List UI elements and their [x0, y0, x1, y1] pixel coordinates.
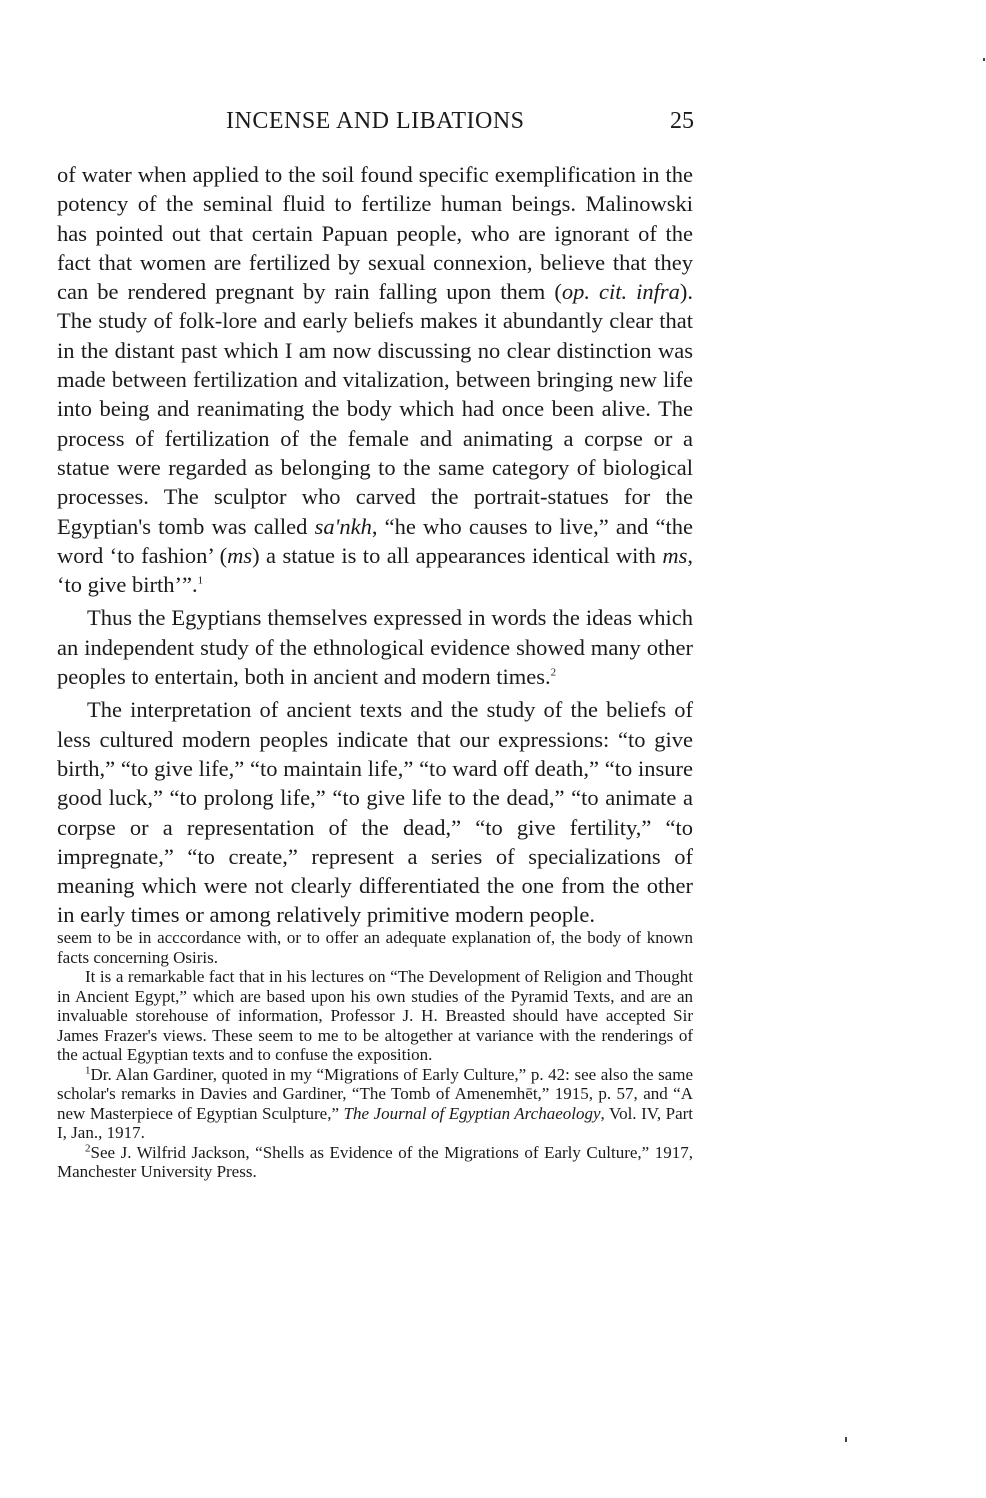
scan-speck	[983, 58, 985, 61]
running-title: INCENSE AND LIBATIONS	[226, 108, 525, 134]
text-run: , ‘to give birth’”.	[57, 542, 693, 598]
paragraph	[57, 160, 693, 599]
paragraph	[57, 603, 693, 691]
running-head	[226, 108, 694, 142]
text-run: ). The study of folk-lore and early beliefs makes it abundantly clear that in the distant past which I am now discussing no clear distinction was made between fertilization and vitalization, between bringing new life into being and reanimating the body which had once been alive. The process of fertilization of the female and animating a corpse or a statue were regarded as belonging to the same category of biological processes. The sculptor who carved the portrait-statues for the Egyptian's tomb was called	[57, 279, 693, 539]
footnote-number: 1	[85, 1063, 91, 1076]
page-number: 25	[670, 108, 694, 134]
text-run: Dr. Alan Gardiner, quoted in my “Migrations of Early Culture,” p. 42: see also the same scholar's remarks in Davies and Gardiner, “The Tomb of Amenemhēt,” 1915, p. 57, and “A new Masterpiece of Egyptian Sculpture,”	[57, 1064, 693, 1123]
text-run: Thus the Egyptians themselves expressed in words the ideas which an independent study of the ethnological evidence showed many other peoples to entertain, both in ancient and modern times.	[57, 605, 693, 690]
paragraph	[57, 695, 693, 929]
italic-run: ms	[227, 542, 253, 568]
italic-run: ms	[662, 542, 688, 568]
text-run: See J. Wilfrid Jackson, “Shells as Evidence of the Migrations of Early Culture,” 1917, Manchester University Press.	[57, 1142, 693, 1181]
footnote-1	[57, 1065, 693, 1143]
footnote-2	[57, 1143, 693, 1182]
footnote-reference: 1	[197, 574, 204, 587]
note-paragraph: It is a remarkable fact that in his lectures on “The Development of Religion and Thought in Ancient Egypt,” which are based upon his own studies of the Pyramid Texts, and are an invaluable storehouse of information, Professor J. H. Breasted should have accepted Sir James Frazer's views. These seem to me to be altogether at variance with the renderings of the actual Egyptian texts and to confuse the exposition.	[57, 967, 693, 1064]
text-run: , Vol. IV, Part I, Jan., 1917.	[57, 1103, 693, 1142]
scan-speck	[845, 1437, 847, 1442]
footnote-reference: 2	[550, 666, 557, 679]
italic-run: op. cit. infra	[561, 279, 680, 305]
text-run: ) a statue is to all appearances identical with	[252, 542, 663, 568]
footnote-number: 2	[85, 1141, 91, 1154]
text-run: of water when applied to the soil found specific exemplification in the potency of the seminal fluid to fertilize human beings. Malinowski has pointed out that certain Papuan people, who are ignorant of the fact that women are fertilized by sexual connexion, believe that they can be rendered pregnant by rain falling upon them (	[57, 162, 693, 305]
text-run: , “he who causes to live,” and “the word ‘to fashion’ (	[57, 513, 693, 568]
notes	[57, 928, 693, 1182]
text-run: The interpretation of ancient texts and the study of the beliefs of less cultured modern peoples indicate that our expressions: “to give birth,” “to give life,” “to maintain life,” “to ward off death,” “to insure good luck,” “to prolong life,” “to give life to the dead,” “to animate a corpse or a representation of the dead,” “to give fertility,” “to impregnate,” “to create,” represent a series of specializations of meaning which were not clearly differentiated the one from the other in early times or among relatively primitive modern people.	[57, 697, 693, 928]
note-continuation: seem to be in acccordance with, or to offer an adequate explanation of, the body of known facts concerning Osiris.	[57, 928, 693, 967]
main-text	[57, 160, 693, 930]
journal-title: The Journal of Egyptian Archaeology	[343, 1103, 601, 1123]
italic-run: sa'nkh	[314, 513, 372, 539]
